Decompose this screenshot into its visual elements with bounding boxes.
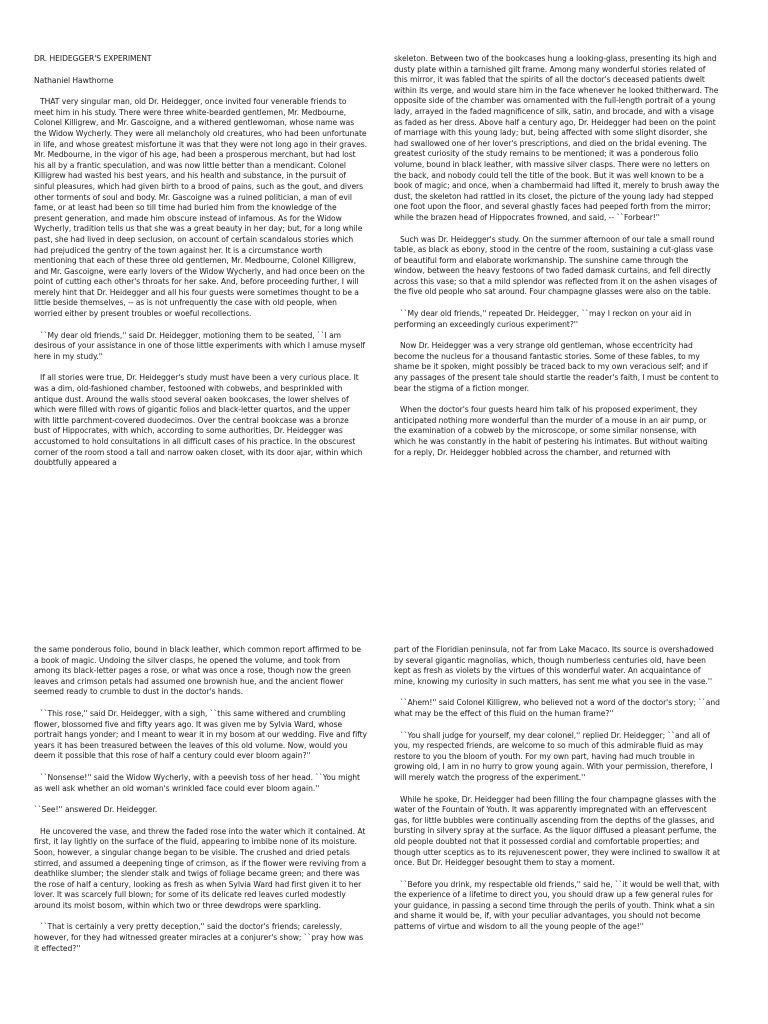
paragraph: ``That is certainly a very pretty deception,'' said the doctor's friends; carelessly, however, for they had witnessed greater miracles at a conjurer's show; ``pray how was it effected?'' xyxy=(34,922,364,953)
document-heading xyxy=(34,54,367,86)
paragraph: If all stories were true, Dr. Heidegger's study must have been a very curious place. It was a dim, old-fashioned chamber, festooned with cobwebs, and besprinkled with antique dust. Around the walls stood several oaken bookcases, the lower shelves of which were filled with rows of gigantic folios and black-letter quartos, and the upper with little parchment-covered duodecimos. Over the central bookcase was a bronze bust of Hippocrates, with which, according to some authorities, Dr. Heidegger was accustomed to hold consultations in all difficult cases of his practice. In the obscurest corner of the room stood a tall and narrow oaken closet, with its door ajar, within which doubtfully appeared a xyxy=(34,373,363,468)
paragraph: ``See!'' answered Dr. Heidegger. xyxy=(34,805,158,815)
paragraph: Such was Dr. Heidegger's study. On the summer afternoon of our tale a small round table, as black as ebony, stood in the centre of the room, sustaining a cut-glass vase of beautiful form and elaborate workmanship. The sunshine came through the window, between the heavy festoons of two faded damask curtains, and fell directly across this vase; so that a mild splendor was reflected from it on the ashen visages of the five old people who sat around. Four champagne glasses were also on the table. xyxy=(394,234,717,297)
paragraph: ``Before you drink, my respectable old friends,'' said he, ``it would be well that, with the experience of a lifetime to direct you, you should draw up a few general rules for your guidance, in passing a second time through the perils of youth. Think what a sin and shame it would be, if, with your peculiar advantages, you should not become patterns of virtue and wisdom to all the young people of the age!'' xyxy=(394,879,720,932)
paragraph: ``My dear old friends,'' repeated Dr. Heidegger, ``may I reckon on your aid in performing an exceedingly curious experiment?'' xyxy=(394,309,692,329)
paragraph: ``Ahem!'' said Colonel Killigrew, who believed not a word of the doctor's story; ``and what may be the effect of this fluid on the human frame?'' xyxy=(394,698,720,718)
document-title: DR. HEIDEGGER'S EXPERIMENT xyxy=(34,54,152,63)
paragraph: He uncovered the vase, and threw the faded rose into the water which it contained. At first, it lay lightly on the surface of the fluid, appearing to imbibe none of its moisture. Soon, however, a singular change began to be visible. The crushed and dried petals stirred, and assumed a deepening tinge of crimson, as if the flower were reviving from a deathlike slumber; the slender stalk and twigs of foliage became green; and there was the rose of half a century, looking as fresh as when Sylvia Ward had first given it to her lover. It was scarcely full blown; for some of its delicate red leaves curled modestly around its moist bosom, within which two or three dewdrops were sparkling. xyxy=(34,826,367,910)
paragraph: ``You shall judge for yourself, my dear colonel,'' replied Dr. Heidegger; ``and all of you, my respected friends, are welcome to so much of this admirable fluid as may restore to you the bloom of youth. For my own part, having had much trouble in growing old, I am in no hurry to grow young again. With your permission, therefore, I will merely watch the progress of the experiment.'' xyxy=(394,730,713,782)
paragraph: Now Dr. Heidegger was a very strange old gentleman, whose eccentricity had become the nucleus for a thousand fantastic stories. Some of these fables, to my shame be it spoken, might possibly be traced back to my own veracious self; and if any passages of the present tale should startle the reader's faith, I must be content to bear the stigma of a fiction monger. xyxy=(394,341,719,393)
page-1-left-column xyxy=(34,54,367,480)
page-2-right-column xyxy=(394,645,720,944)
page-1 xyxy=(0,54,768,574)
paragraph: skeleton. Between two of the bookcases hung a looking-glass, presenting its high and dusty plate within a tarnished gilt frame. Among many wonderful stories related of this mirror, it was fabled that the spirits of all the doctor's deceased patients dwelt within its verge, and would stare him in the face whenever he looked thitherward. The opposite side of the chamber was ornamented with the full-length portrait of a young lady, arrayed in the faded magnificence of silk, satin, and brocade, and with a visage as faded as her dress. Above half a century ago, Dr. Heidegger had been on the point of marriage with this young lady; but, being affected with some slight disorder, she had swallowed one of her lover's prescriptions, and died on the bridal evening. The greatest curiosity of the study remains to be mentioned; it was a ponderous folio volume, bound in black leather, with massive silver clasps. There were no letters on the back, and nobody could tell the title of the book. But it was well known to be a book of magic; and once, when a chambermaid had lifted it, merely to brush away the dust, the skeleton had rattled in its closet, the picture of the young lady had stepped one foot upon the floor, and several ghastly faces had peeped forth from the mirror; while the brazen head of Hippocrates frowned, and said, -- ``Forbear!'' xyxy=(394,54,720,222)
document-author: Nathaniel Hawthorne xyxy=(34,75,114,85)
page-2 xyxy=(0,645,768,1023)
paragraph: ``This rose,'' said Dr. Heidegger, with a sigh, ``this same withered and crumbling flower, blossomed five and fifty years ago. It was given me by Sylvia Ward, whose portrait hangs yonder; and I meant to wear it in my bosom at our wedding. Five and fifty years it has been treasured between the leaves of this old volume. Now, would you deem it possible that this rose of half a century could ever bloom again?'' xyxy=(34,708,367,761)
paragraph: While he spoke, Dr. Heidegger had been filling the four champagne glasses with the water of the Fountain of Youth. It was apparently impregnated with an effervescent gas, for little bubbles were continually ascending from the depths of the glasses, and bursting in silvery spray at the surface. As the liquor diffused a pleasant perfume, the old people doubted not that it possessed cordial and comfortable properties; and though utter sceptics as to its rejuvenescent power, they were inclined to swallow it at once. But Dr. Heidegger besought them to stay a moment. xyxy=(394,794,720,868)
page-2-left-column xyxy=(34,645,367,965)
paragraph: part of the Floridian peninsula, not far from Lake Macaco. Its source is overshadowed by several gigantic magnolias, which, though numberless centuries old, have been kept as fresh as violets by the virtues of this wonderful water. An acquaintance of mine, knowing my curiosity in such matters, has sent me what you see in the vase.'' xyxy=(394,645,714,686)
paragraph: ``Nonsense!'' said the Widow Wycherly, with a peevish toss of her head. ``You might as well ask whether an old woman's wrinkled face could ever bloom again.'' xyxy=(34,772,360,793)
page-1-right-column xyxy=(394,54,720,469)
paragraph: the same ponderous folio, bound in black leather, which common report affirmed to be a book of magic. Undoing the silver clasps, he opened the volume, and took from among its black-letter pages a rose, or what was once a rose, though now the green leaves and crimson petals had assumed one brownish hue, and the ancient flower seemed ready to crumble to dust in the doctor's hands. xyxy=(34,645,361,697)
paragraph: When the doctor's four guests heard him talk of his proposed experiment, they anticipated nothing more wonderful than the murder of a mouse in an air pump, or the examination of a cobweb by the microscope, or some similar nonsense, with which he was constantly in the habit of pestering his intimates. But without waiting for a reply, Dr. Heidegger hobbled across the chamber, and returned with xyxy=(394,405,708,457)
paragraph: THAT very singular man, old Dr. Heidegger, once invited four venerable friends to meet him in his study. There were three white-bearded gentlemen, Mr. Medbourne, Colonel Killigrew, and Mr. Gascoigne, and a withered gentlewoman, whose name was the Widow Wycherly. They were all melancholy old creatures, who had been unfortunate in life, and whose greatest misfortune it was that they were not long ago in their graves. Mr. Medbourne, in the vigor of his age, had been a prosperous merchant, but had lost his all by a frantic speculation, and was now little better than a mendicant. Colonel Killigrew had wasted his best years, and his health and substance, in the pursuit of sinful pleasures, which had given birth to a brood of pains, such as the gout, and divers other torments of soul and body. Mr. Gascoigne was a ruined politician, a man of evil fame, or at least had been so till time had buried him from the knowledge of the present generation, and made him obscure instead of infamous. As for the Widow Wycherly, tradition tells us that she was a great beauty in her day; but, for a long while past, she had lived in deep seclusion, on account of certain scandalous stories which had prejudiced the gentry of the town against her. It is a circumstance worth mentioning that each of these three old gentlemen, Mr. Medbourne, Colonel Killigrew, and Mr. Gascoigne, were early lovers of the Widow Wycherly, and had once been on the point of cutting each other's throats for her sake. And, before proceeding further, I will merely hint that Dr. Heidegger and all his four guests were sometimes thought to be a little beside themselves, -- as is not unfrequently the case with old people, when worried either by present troubles or woeful recollections. xyxy=(34,97,367,319)
paragraph: ``My dear old friends,'' said Dr. Heidegger, motioning them to be seated, ``I am desirous of your assistance in one of those little experiments with which I amuse myself here in my study.'' xyxy=(34,330,365,361)
